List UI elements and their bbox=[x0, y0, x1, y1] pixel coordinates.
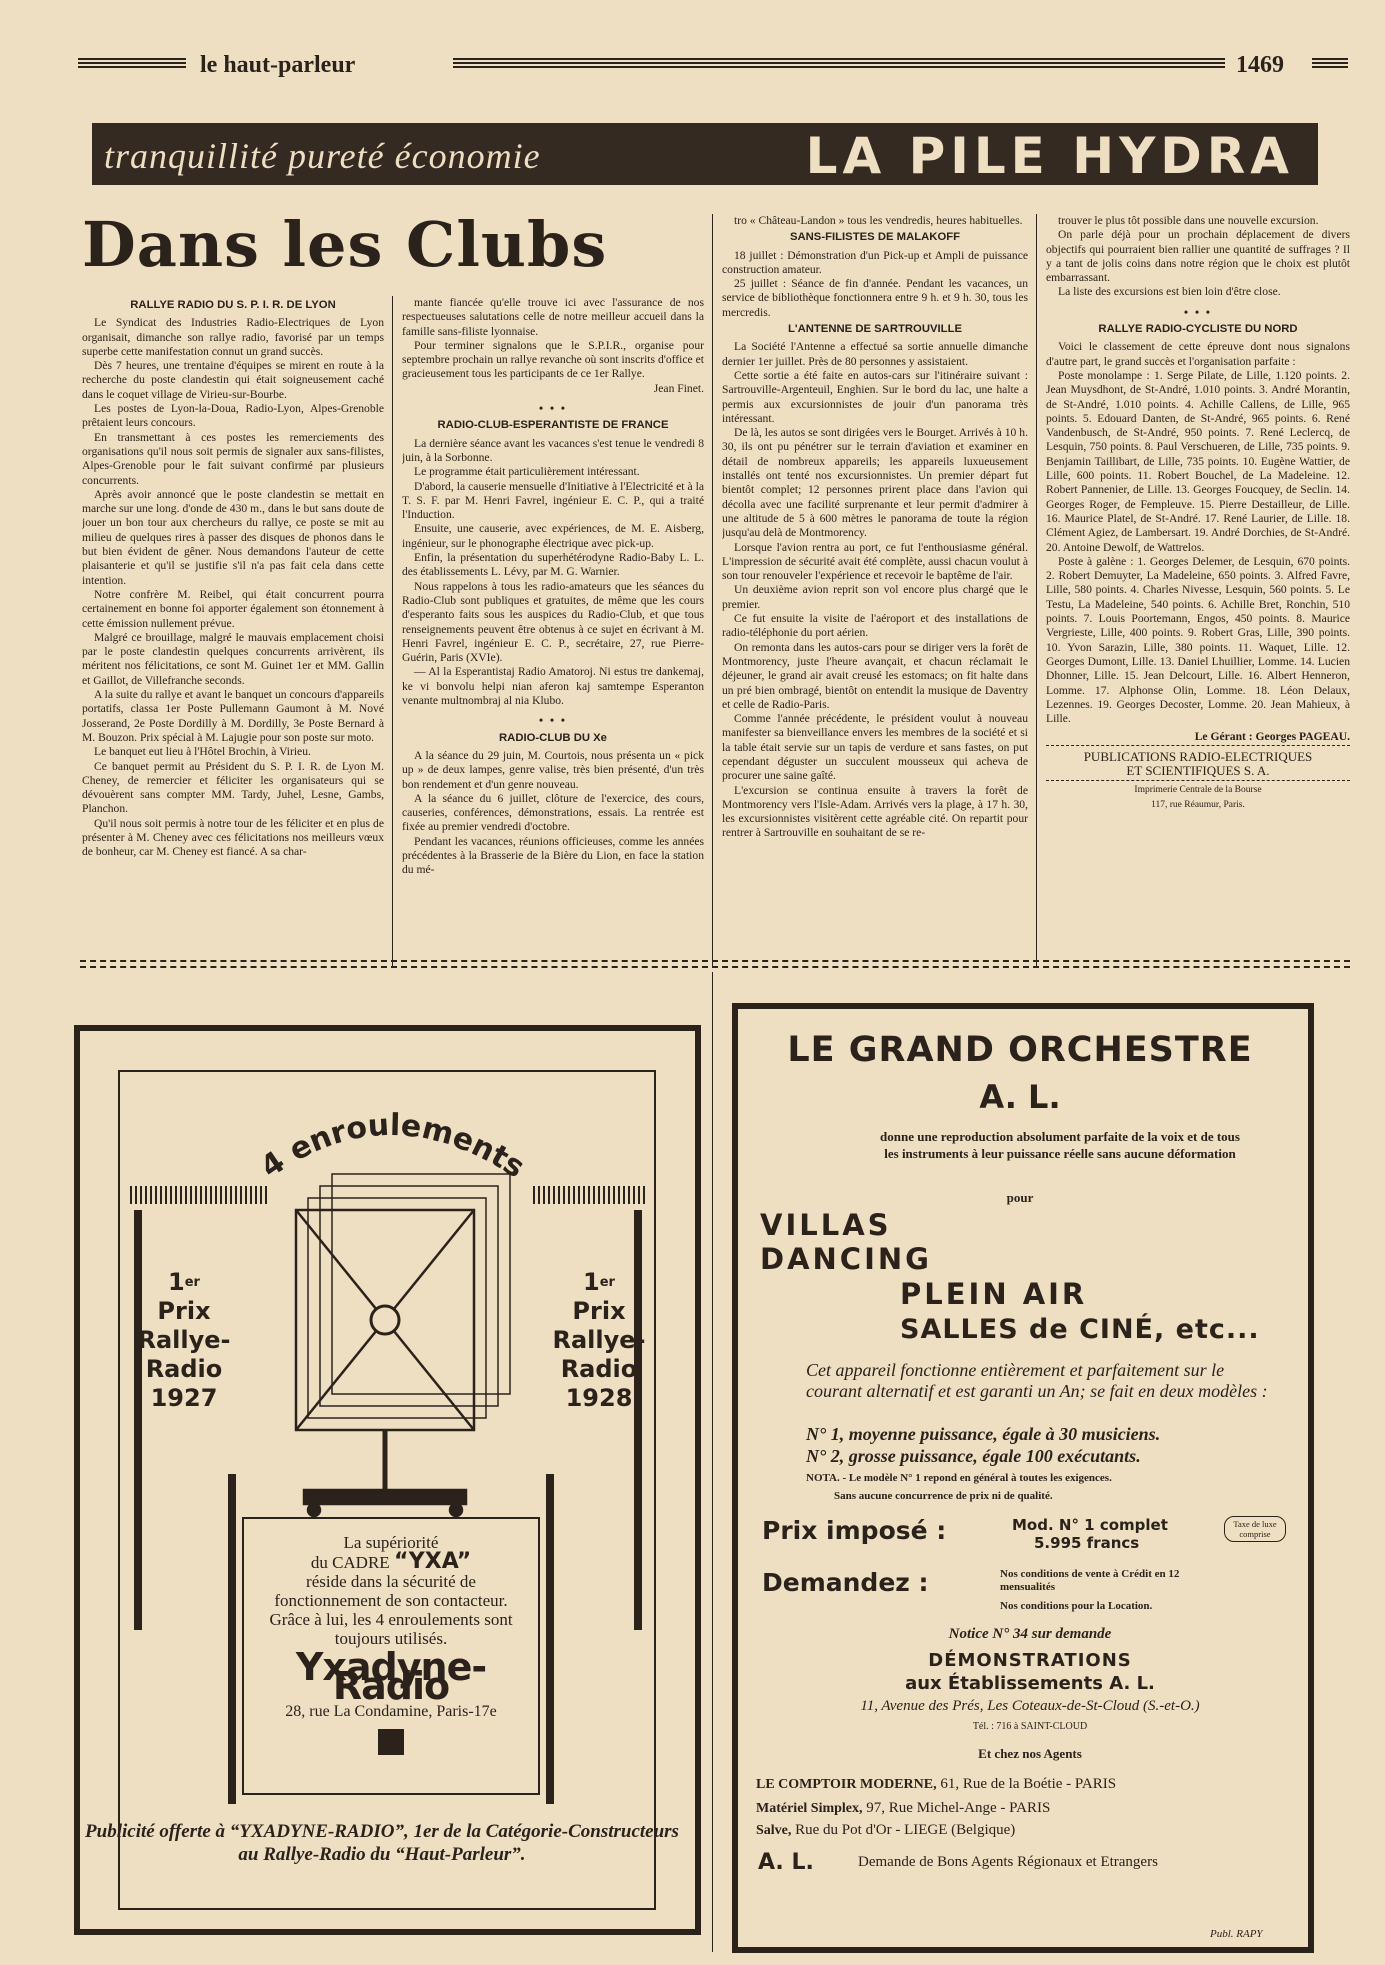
publicity-signature: Publ. RAPY bbox=[1210, 1928, 1263, 1940]
prix-impose-label: Prix imposé : bbox=[762, 1516, 947, 1545]
separator: • • • bbox=[539, 714, 567, 728]
publisher-line-2: ET SCIENTIFIQUES S. A. bbox=[1046, 764, 1350, 781]
publicity-credit: Publicité offerte à “YXADYNE-RADIO”, 1er de la Catégorie-Constructeurs au Rallye-Radio du “Haut-Parleur”. bbox=[85, 1821, 679, 1865]
column-rule bbox=[712, 214, 713, 966]
ad-intro: donne une reproduction absolument parfaite de la voix et de tous les instruments à leur puissance réelle sans aucune déformation bbox=[880, 1129, 1240, 1161]
paragraph: Voici le classement de cette épreuve dont nous signalons d'autre part, le grand succès et l'organisation parfaite : bbox=[1046, 340, 1350, 368]
agent-name: Salve, bbox=[756, 1823, 792, 1838]
separator: • • • bbox=[1184, 305, 1212, 319]
notice: Notice N° 34 sur demande bbox=[948, 1626, 1112, 1642]
card-line: Grâce à lui, les 4 enroulements sont toujours utilisés. bbox=[269, 1610, 513, 1648]
gerant-line: Le Gérant : Georges PAGEAU. bbox=[1046, 730, 1350, 745]
model-1: N° 1, moyenne puissance, égale à 30 musiciens. bbox=[806, 1424, 1161, 1444]
agent-address: 97, Rue Michel-Ange - PARIS bbox=[862, 1800, 1051, 1816]
header-rule-left bbox=[78, 58, 186, 70]
decorative-rule bbox=[533, 1186, 645, 1204]
paragraph: A la suite du rallye et avant le banquet un concours d'appareils portatifs, classa 1er Poste Pullemann Gaumont à M. Nové Josserand, 2e Poste Dordilly à M. Dordilly, 3e Poste Bernard à M. Bouzon. Prix spécial à M. Lajugie pour son poste sur moto. bbox=[82, 688, 384, 744]
paragraph: — Al la Esperantistaj Radio Amatoroj. Ni estus tre dankemaj, ke vi bonvolu helpi nian aferon kaj samtempe Esperanton venante multnombraj al nia Klubo. bbox=[402, 665, 704, 708]
agents-wanted: Demande de Bons Agents Régionaux et Etrangers bbox=[858, 1854, 1158, 1870]
paragraph: Qu'il nous soit permis à notre tour de les féliciter et en plus de présenter à M. Cheney avec ces félicitations nos meilleurs vœux de bonheur, car M. Cheney est fiancé. A sa char- bbox=[82, 816, 384, 859]
section-heading: RADIO-CLUB DU Xe bbox=[499, 731, 607, 744]
paragraph: On remonta dans les autos-cars pour se diriger vers la forêt de Montmorency, juste l'heure avançait, et chacun réclamait le déjeuner, le grand air avait creusé les estomacs; on fit halte dans un pré bien ombragé, bientôt on entendit la musique de Daventry et celle de Radio-Paris. bbox=[722, 640, 1028, 711]
yxa-info-card bbox=[242, 1517, 540, 1795]
page-number: 1469 bbox=[1236, 52, 1284, 78]
ad-address: 11, Avenue des Prés, Les Coteaux-de-St-Cloud (S.-et-O.) bbox=[860, 1698, 1200, 1714]
section-divider bbox=[80, 960, 1350, 968]
paragraph: Comme l'année précédente, le président voulut à nouveau manifester sa bienveillance envers les membres de la société et si la table était servie sur un tapis de verdure et sans fastes, on put cependant déguster un succulent mousseux qui acheva de procurer une saine gaîté. bbox=[722, 712, 1028, 783]
paragraph: L'excursion se continua ensuite à travers la forêt de Montmorency vers l'Isle-Adam. Arrivés vers la plage, à 17 h. 30, les excursionnistes visitèrent cette agréable cité. On repartit pour rentrer à Sartrouville en souhaitant de se re- bbox=[722, 783, 1028, 840]
decorative-rule bbox=[130, 1186, 270, 1204]
yxa-name: “YXA” bbox=[393, 1549, 472, 1574]
decorative-pillar bbox=[228, 1474, 236, 1804]
paragraph: A la séance du 6 juillet, clôture de l'exercice, des cours, causeries, conférences, démonstrations, essais. La rentrée est fixée au premier vendredi d'octobre. bbox=[402, 791, 704, 834]
paragraph: tro « Château-Landon » tous les vendredis, heures habituelles. bbox=[734, 214, 1023, 227]
paragraph: Après avoir annoncé que le poste clandestin se mettait en marche sur une long. d'onde de 430 m., dans le but sans doute de jouer un bon tour aux chercheurs du rallye, ce poste se mit au milieu de quelques rires à passer des disques de phonos dans le but bien évident de gêner. Nous demandons l'auteur de cette plaisanterie et qu'il se justifie s'il n'a pas fait cela dans cette intention. bbox=[82, 487, 384, 587]
paragraph: Pendant les vacances, réunions officieuses, comme les années précédentes à la Brasserie de la Bière du Lion, en face la station du mé- bbox=[402, 834, 704, 877]
paragraph: 25 juillet : Séance de fin d'année. Pendant les vacances, un service de bibliothèque fonctionnera entre 9 h. et 9 h. 30, tous les mercredis. bbox=[722, 277, 1028, 319]
paragraph: Un deuxième avion reprit son vol encore plus chargé que le premier. bbox=[722, 583, 1028, 611]
paragraph: Le programme était particulièrement intéressant. bbox=[414, 465, 640, 479]
hydra-banner-ad bbox=[92, 123, 1318, 185]
paragraph: Nous rappelons à tous les radio-amateurs que les séances du Radio-Club sont publiques et gratuites, de même que les cours d'esperanto faits sous les auspices du Radio-Club, et que tous renseignements peuvent être obtenus à ce sujet en écrivant à M. Henri Favrel, ingénieur E. C. P., secrétaire, 27, rue Pierre-Guérin, Paris (XVIe). bbox=[402, 579, 704, 665]
paragraph: trouver le plus tôt possible dans une nouvelle excursion. bbox=[1058, 214, 1319, 227]
brand-address: 28, rue La Condamine, Paris-17e bbox=[285, 1703, 497, 1720]
card-line: réside dans la sécurité de fonctionnement de son contacteur. bbox=[274, 1572, 508, 1610]
paragraph: Enfin, la présentation du superhétérodyne Radio-Baby L. L. des établissements L. Lévy, par M. G. Warnier. bbox=[402, 551, 704, 579]
paragraph: Le banquet eut lieu à l'Hôtel Brochin, à Virieu. bbox=[94, 745, 311, 759]
paragraph: Cette sortie a été faite en autos-cars sur l'itinéraire suivant : Sartrouville-Argenteuil, Enghien. Sur le bord du lac, une halte a permis aux excursionnistes de jouir d'un panorama très intéressant. bbox=[722, 368, 1028, 425]
paragraph: Ensuite, une causerie, avec expériences, de M. E. Aisberg, ingénieur, sur le phonographe électrique avec pick-up. bbox=[402, 522, 704, 550]
paragraph: En transmettant à ces postes les remerciements des organisations qu'il nous soit permis de signaler aux sans-filistes, Alpes-Grenoble pour le fait suivant confirmé par plusieurs concurrents. bbox=[82, 430, 384, 487]
masthead-title: le haut-parleur bbox=[200, 52, 356, 78]
credit-conditions: Nos conditions de vente à Crédit en 12 mensualités bbox=[1000, 1568, 1180, 1593]
header-rule-right bbox=[1312, 58, 1348, 70]
venue-plein-air: PLEIN AIR bbox=[900, 1277, 1088, 1311]
paragraph: Malgré ce brouillage, malgré le mauvais emplacement choisi par le poste clandestin quelques concurrents arrivèrent, ils méritent nos félicitations, ce sont M. Guinet 1er et MM. Gallin et Gaillot, de Villefranche seconds. bbox=[82, 630, 384, 687]
taxe-badge: Taxe de luxe comprise bbox=[1224, 1516, 1286, 1542]
agent-address: Rue du Pot d'Or - LIEGE (Belgique) bbox=[791, 1822, 1016, 1838]
agent-name: LE COMPTOIR MODERNE, bbox=[756, 1777, 937, 1792]
model-2: N° 2, grosse puissance, égale 100 exécutants. bbox=[806, 1446, 1141, 1466]
venue-villas: VILLAS bbox=[760, 1208, 892, 1242]
agent-row bbox=[756, 1822, 1296, 1839]
paragraph: Le Syndicat des Industries Radio-Electriques de Lyon organisait, dimanche son rallye radio, favorisé par un temps superbe cette manifestation connut un grand succès. bbox=[82, 316, 384, 358]
agent-name: Matériel Simplex, bbox=[756, 1801, 863, 1816]
prix-value: 5.995 francs bbox=[1034, 1534, 1140, 1552]
paragraph: A la séance du 29 juin, M. Courtois, nous présenta un « pick up » de deux lampes, genre valise, très bien présenté, d'un très bon rendement et d'un genre nouveau. bbox=[402, 748, 704, 791]
section-heading: RADIO-CLUB-ESPERANTISTE DE FRANCE bbox=[437, 419, 669, 432]
decorative-pillar bbox=[546, 1474, 554, 1804]
publisher-line-1: PUBLICATIONS RADIO-ELECTRIQUES bbox=[1083, 748, 1313, 764]
paragraph: Ce fut ensuite la visite de l'aéroport et des installations de radio-téléphonie du port aérien. bbox=[722, 612, 1028, 640]
decorative-square bbox=[378, 1729, 404, 1755]
card-line: La supériorité bbox=[343, 1533, 439, 1552]
paragraph: Ce banquet permit au Président du S. P. I. R. de Lyon M. Cheney, de remercier et féliciter les organisateurs qui se dévouèrent sans compter MM. Tardy, Juhel, Lesne, Gambs, Planchon. bbox=[82, 759, 384, 816]
prize-1928-label: 1er Prix Rallye- Radio 1928 bbox=[552, 1268, 646, 1412]
prix-model: Mod. N° 1 complet bbox=[1012, 1516, 1168, 1534]
paragraph: De là, les autos se sont dirigées vers le Bourget. Arrivés à 10 h. 30, ils ont pu pénétrer sur le terrain d'aviation et examiner en détail de nombreux appareils; les appareils luxueusement installés ont tenté nos excursionnistes. Un premier départ fut bientôt complet; 12 personnes prirent place dans l'avion qui décolla avec une facilité surprenante et leur permit d'admirer à une altitude de 5 à 600 mètres le panorama de toute la région jusqu'au delà de Montmorency. bbox=[722, 426, 1028, 540]
article-column-3 bbox=[722, 214, 1028, 966]
paragraph: Dès 7 heures, une trentaine d'équipes se mirent en route à la recherche du poste clandestin qui était soigneusement caché dans le coquet village de Virieu-sur-Bourbe. bbox=[82, 359, 384, 401]
demonstrations: DÉMONSTRATIONS bbox=[928, 1650, 1132, 1671]
printer-line-1: Imprimerie Centrale de la Bourse bbox=[1134, 785, 1262, 796]
nota: NOTA. - Le modèle N° 1 repond en général à toutes les exigences. bbox=[806, 1472, 1112, 1484]
section-heading: SANS-FILISTES DE MALAKOFF bbox=[789, 231, 961, 244]
column-rule bbox=[392, 296, 393, 966]
location-conditions: Nos conditions pour la Location. bbox=[1000, 1600, 1153, 1612]
paragraph: La Société l'Antenne a effectué sa sortie annuelle dimanche dernier 1er juillet. Près de 80 personnes y assistaient. bbox=[722, 340, 1028, 368]
separator: • • • bbox=[539, 402, 567, 416]
paragraph: On parle déjà pour un prochain déplacement de divers objectifs qui pourraient bien rallier une quantité de suffrages ? Il y a tant de jolis coins dans notre région que le choix est plutôt embarrassant. bbox=[1046, 228, 1350, 285]
article-column-1 bbox=[82, 296, 384, 966]
card-line: du CADRE “YXA” bbox=[310, 1549, 472, 1574]
agent-address: 61, Rue de la Boétie - PARIS bbox=[936, 1776, 1117, 1792]
agent-row bbox=[756, 1776, 1296, 1793]
paragraph: La dernière séance avant les vacances s'est tenue le vendredi 8 juin, à la Sorbonne. bbox=[402, 436, 704, 464]
article-column-2 bbox=[402, 296, 704, 966]
brand-name: Yxadyne-Radio bbox=[295, 1645, 487, 1708]
agents-heading: Et chez nos Agents bbox=[978, 1746, 1082, 1761]
ad-divider bbox=[712, 972, 713, 1952]
section-heading: L'ANTENNE DE SARTROUVILLE bbox=[787, 323, 963, 336]
ad-pour: pour bbox=[1006, 1190, 1034, 1205]
paragraph: Notre confrère M. Reibel, qui était concurrent pourra certainement en bonne foi apporter également son étonnement à cette émission nullement prévue. bbox=[82, 587, 384, 630]
paragraph: Poste à galène : 1. Georges Delemer, de Lesquin, 670 points. 2. Robert Demuyter, La Madeleine, 650 points. 3. Alfred Favre, Lille, 580 points. 4. Charles Nivesse, Lesquin, 560 points. 5. Le Testu, La Madeleine, 540 points. 6. Achille Bret, Ronchin, 510 points. 7. Louis Poortemann, Engos, 450 points. 8. Maurice Vergrieste, Lille, 400 points. 9. Robert Gras, Lille, 390 points. 10. Yvon Sarazin, Lille, 380 points. 11. Waquet, Lille. 12. Georges Dumont, Lille. 13. Daniel Lhuillier, Lomme. 14. Lucien Dhonner, Lille. 15. Jean Delcourt, Lille. 16. Albert Henneron, Lomme. 17. Alphonse Olin, Lomme. 18. Léon Delaux, Lezennes. 19. Georges Decoster, Lomme. 20. Jean Mahieux, à Lille. bbox=[1046, 554, 1350, 726]
paragraph: mante fiancée qu'elle trouve ici avec l'assurance de nos respectueuses salutations celle de notre meilleur accueil dans la famille sans-filiste lyonnaise. bbox=[402, 296, 704, 338]
demandez-label: Demandez : bbox=[762, 1568, 929, 1597]
paragraph: D'abord, la causerie mensuelle d'Initiative à l'Electricité et à la T. S. F. par M. Henri Favrel, ingénieur E. C. P., qui a traité l'Induction. bbox=[402, 479, 704, 522]
paragraph: Lorsque l'avion rentra au port, ce fut l'enthousiasme général. L'impression de sécurité avait été complète, aussi chacun voulut à son tour renouveler l'expérience et recevoir le baptême de l'air. bbox=[722, 540, 1028, 583]
section-heading: RALLYE RADIO DU S. P. I. R. DE LYON bbox=[130, 299, 336, 311]
paragraph: Les postes de Lyon-la-Doua, Radio-Lyon, Alpes-Grenoble prêtaient leurs concours. bbox=[82, 402, 384, 430]
section-heading: RALLYE RADIO-CYCLISTE DU NORD bbox=[1098, 323, 1298, 336]
telephone: Tél. : 716 à SAINT-CLOUD bbox=[972, 1721, 1088, 1732]
venue-dancing: DANCING bbox=[760, 1242, 932, 1276]
article-title: Dans les Clubs bbox=[82, 208, 608, 281]
ad-description: Cet appareil fonctionne entièrement et parfaitement sur le courant alternatif et est garanti un An; se fait en deux modèles : bbox=[806, 1360, 1268, 1401]
etablissements: aux Établissements A. L. bbox=[905, 1673, 1155, 1694]
prize-1927-label: 1er Prix Rallye- Radio 1927 bbox=[137, 1268, 231, 1412]
paragraph: 18 juillet : Démonstration d'un Pick-up et Ampli de puissance construction amateur. bbox=[722, 248, 1028, 276]
paragraph: Pour terminer signalons que le S.P.I.R., organise pour septembre prochain un rallye revanche où sont inscrits d'office et gracieusement tous les participants de ce 1er Rallye. bbox=[402, 338, 704, 381]
ad-subtitle: A. L. bbox=[979, 1078, 1061, 1116]
banner-slogan: tranquillité pureté économie bbox=[104, 136, 541, 176]
paragraph: Poste monolampe : 1. Serge Pilate, de Lille, 1.120 points. 2. Jean Muysdhont, de St-André, 1.010 points. 3. André Morantin, de St-André, 1.010 points. 4. Achille Callens, de Lille, 965 points. 5. Edouard Danten, de St-André, 965 points. 6. René Vandenbusch, de St-André, 950 points. 7. René Leclercq, de Lesquin, 750 points. 8. Paul Verschueren, de Lille, 735 points. 9. Benjamin Taillibart, de Lille, 735 points. 10. Eugène Wattier, de Lille, 600 points. 11. Robert Bouchel, de La Madeleine. 12. Robert Pannenier, de Lille. 13. Georges Foucquey, de Seclin. 14. Georges Roger, de Fempleuve. 15. Pierre Destailleur, de Lille. 16. Maurice Platel, de St-André. 17. René Laurier, de Lille. 18. Clément Agiez, de Lambersart. 19. André Dorchies, de St-André. 20. Antoine Dewolf, de Wattrelos. bbox=[1046, 368, 1350, 554]
paragraph: La liste des excursions est bien loin d'être close. bbox=[1058, 285, 1281, 299]
article-column-4 bbox=[1046, 214, 1350, 966]
header-rule-middle bbox=[453, 58, 1225, 70]
signature: Jean Finet. bbox=[653, 381, 704, 395]
al-brand: A. L. bbox=[758, 1850, 814, 1875]
printer-line-2: 117, rue Réaumur, Paris. bbox=[1151, 799, 1245, 810]
arch-text: 4 enroulements bbox=[254, 1107, 531, 1186]
venue-cine: SALLES de CINÉ, etc... bbox=[900, 1314, 1260, 1345]
no-competition: Sans aucune concurrence de prix ni de qualité. bbox=[834, 1490, 1053, 1502]
agent-row bbox=[756, 1800, 1296, 1817]
banner-brand: LA PILE HYDRA bbox=[805, 127, 1294, 185]
column-rule bbox=[1036, 214, 1037, 966]
ad-title: LE GRAND ORCHESTRE bbox=[787, 1030, 1253, 1070]
